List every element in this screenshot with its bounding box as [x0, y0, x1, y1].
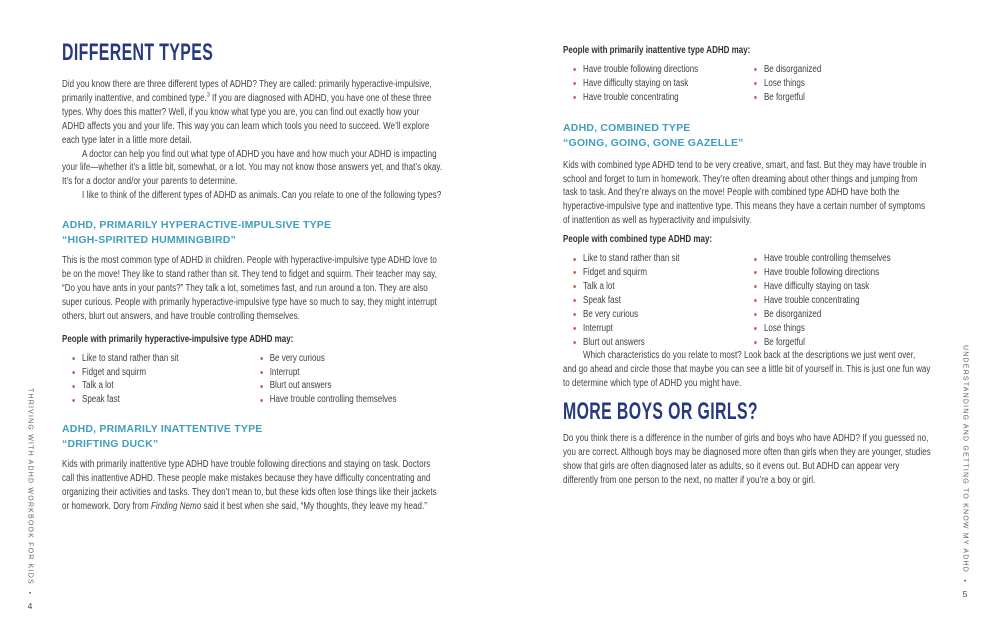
list-item	[72, 393, 260, 407]
section-heading-line1: ADHD, PRIMARILY INATTENTIVE TYPE	[62, 423, 263, 436]
list-item	[754, 322, 931, 336]
paragraph-hyperactive: This is the most common type of ADHD in children. People with hyperactive-impulsive type ADHD love to be on the move! They like to stand rather than sit. They tend to fidget and squirm. Their teacher may say, “Do you have ants in your pants?” They talk a lot, sometimes fast, and run around a ton. They are also super curious. People with primarily hyperactive-impulsive type have so much to say, they might interrupt others, blurt out answers, and have trouble controlling themselves.	[62, 255, 437, 322]
footnote-marker: 3	[206, 91, 210, 99]
list-item-label: Talk a lot	[583, 280, 615, 292]
list-item	[754, 63, 931, 77]
bullet-icon	[573, 313, 575, 316]
list-item	[573, 266, 754, 280]
list-item-label: Be disorganized	[763, 63, 822, 75]
section-heading-line1: ADHD, COMBINED TYPE	[563, 121, 691, 134]
paragraph-boys-girls: Do you think there is a difference in the number of girls and boys who have ADHD? If you guessed no, you are correct. Although boys may be diagnosed more often than girls when they are younger, studies show that girls are often diagnosed later as adults, so it evens out. But ADHD can appear very differently from one person to the next, no matter if you’re a boy or girl.	[563, 433, 931, 486]
list-item	[573, 280, 754, 294]
bullet-icon	[260, 357, 262, 360]
bullet-icon	[72, 357, 74, 360]
list-item-label: Have trouble following directions	[583, 63, 699, 75]
list-item	[754, 308, 931, 322]
bullet-list-inattentive	[563, 63, 931, 105]
running-head-separator: •	[28, 590, 32, 597]
list-item-label: Fidget and squirm	[82, 366, 147, 378]
list-item	[573, 294, 754, 308]
list-item-label: Have difficulty staying on task	[583, 77, 689, 89]
book-title-italic: Finding Nemo	[150, 500, 202, 512]
list-item-label: Have trouble controlling themselves	[763, 253, 891, 265]
bullet-list-combined	[563, 252, 931, 349]
running-head-text: THRIVING WITH ADHD WORKBOOK FOR KIDS	[26, 388, 34, 585]
running-head-left	[23, 388, 37, 611]
bullet-icon	[573, 341, 575, 344]
running-head-text: UNDERSTANDING AND GETTING TO KNOW MY ADHD	[961, 345, 969, 573]
list-item-label: Lose things	[763, 322, 805, 334]
section-heading-line2: “HIGH-SPIRITED HUMMINGBIRD”	[62, 234, 236, 247]
list-item	[72, 379, 260, 393]
paragraph-text: said it best when she said, “My thoughts, they leave my head.”	[201, 500, 427, 512]
paragraph-inattentive	[62, 458, 443, 514]
bullet-icon	[754, 313, 756, 316]
bullet-icon	[754, 271, 756, 274]
bullet-icon	[754, 82, 756, 85]
list-item-label: Talk a lot	[82, 380, 114, 392]
list-item-label: Have difficulty staying on task	[763, 280, 870, 292]
bullet-column-right	[754, 252, 931, 349]
bullet-icon	[754, 327, 756, 330]
bullet-icon	[754, 96, 756, 99]
section-heading-line1: ADHD, PRIMARILY HYPERACTIVE-IMPULSIVE TYPE	[62, 219, 332, 232]
list-item	[754, 336, 931, 350]
bullet-column-left	[62, 352, 260, 408]
list-item	[754, 77, 931, 91]
list-item-label: Be very curious	[583, 308, 639, 320]
bullet-column-right	[260, 352, 443, 408]
list-item-label: Interrupt	[269, 366, 300, 378]
list-item	[260, 366, 443, 380]
paragraph-doctor: A doctor can help you find out what type of ADHD you have and how much your ADHD is impacting your life—whether it’s a little bit, somewhat, or a lot. You may not know those answers yet, and that’s okay. It’s for a doctor and/or your parents to determine.	[62, 148, 443, 188]
bullet-icon	[754, 341, 756, 344]
bullet-icon	[72, 399, 74, 402]
bullet-icon	[573, 271, 575, 274]
bullet-icon	[754, 285, 756, 288]
list-item	[260, 393, 443, 407]
section-heading-line2: “DRIFTING DUCK”	[62, 438, 159, 451]
bullet-icon	[260, 371, 262, 374]
page-title: DIFFERENT TYPES	[62, 39, 214, 66]
bullet-icon	[754, 68, 756, 71]
bullet-icon	[573, 96, 575, 99]
bullet-list-hyperactive	[62, 352, 443, 408]
bullet-icon	[573, 258, 575, 261]
bullet-icon	[72, 371, 74, 374]
list-intro-inattentive: People with primarily inattentive type ADHD may:	[563, 45, 751, 56]
bullet-icon	[260, 399, 262, 402]
section-heading-hyperactive	[62, 218, 443, 248]
bullet-icon	[260, 385, 262, 388]
list-item	[754, 280, 931, 294]
running-head-separator: •	[963, 578, 967, 585]
bullet-column-left	[563, 63, 754, 105]
list-item-label: Have trouble following directions	[763, 266, 880, 278]
bullet-icon	[754, 258, 756, 261]
list-item-label: Blurt out answers	[269, 380, 332, 392]
list-item	[573, 336, 754, 350]
list-item-label: Be forgetful	[763, 91, 805, 103]
list-item-label: Have trouble controlling themselves	[269, 394, 397, 406]
bullet-icon	[573, 82, 575, 85]
left-page	[62, 40, 443, 514]
list-intro-hyperactive: People with primarily hyperactive-impulsive type ADHD may:	[62, 333, 294, 345]
list-item-label: Interrupt	[583, 322, 613, 334]
section-heading-inattentive	[62, 422, 443, 452]
list-item	[573, 322, 754, 336]
list-item-label: Be very curious	[269, 352, 325, 364]
list-item	[573, 91, 754, 105]
bullet-icon	[72, 385, 74, 388]
list-item	[573, 63, 754, 77]
list-item-label: Have trouble concentrating	[763, 294, 860, 306]
list-item-label: Like to stand rather than sit	[583, 253, 680, 265]
list-item	[72, 366, 260, 380]
list-item-label: Be disorganized	[763, 308, 822, 320]
page-number-right: 5	[962, 588, 968, 599]
right-page	[563, 44, 931, 488]
paragraph-intro	[62, 78, 443, 148]
section-title-boys-girls: MORE BOYS OR GIRLS?	[563, 398, 758, 426]
list-item-label: Fidget and squirm	[583, 266, 648, 278]
list-item-label: Like to stand rather than sit	[82, 352, 179, 364]
list-item	[260, 352, 443, 366]
list-item	[573, 252, 754, 266]
list-item-label: Lose things	[763, 77, 805, 89]
bullet-icon	[754, 299, 756, 302]
list-item	[754, 266, 931, 280]
list-item-label: Blurt out answers	[583, 336, 645, 348]
paragraph-text: Kids with primarily inattentive type ADHD have trouble following directions and staying on task. Doctors call this inattentive ADHD. These people make mistakes because they have difficulty concentrating and organizing their activities and tasks. They don’t mean to, but these kids often lose things like their jackets or homework. Dory from	[62, 459, 437, 512]
list-item	[754, 91, 931, 105]
list-item-label: Have trouble concentrating	[583, 91, 679, 103]
list-item-label: Speak fast	[82, 394, 120, 406]
list-intro-combined: People with combined type ADHD may:	[563, 234, 713, 246]
list-item	[260, 379, 443, 393]
list-item	[573, 77, 754, 91]
paragraph-which: Which characteristics do you relate to most? Look back at the descriptions we just went over, and go ahead and circle those that maybe you can see a little bit of yourself in. This is just one fun way to determine which type of ADHD you might have.	[563, 350, 931, 390]
list-item	[72, 352, 260, 366]
bullet-icon	[573, 327, 575, 330]
bullet-icon	[573, 68, 575, 71]
list-item-label: Be forgetful	[763, 336, 805, 348]
section-heading-line2: “GOING, GOING, GONE GAZELLE”	[563, 136, 744, 149]
paragraph-animals: I like to think of the different types of ADHD as animals. Can you relate to one of the following types?	[82, 190, 442, 202]
bullet-column-left	[563, 252, 754, 349]
bullet-icon	[573, 299, 575, 302]
page-number-left: 4	[27, 600, 33, 611]
paragraph-text: If you are diagnosed with ADHD, you have one of these three types. Why does this matter? Well, if you know what type you are, you can find out exactly how your ADHD affects you and your life. This way you can learn which tools you need to succeed. We’ll explore each type later in a little more detail.	[62, 92, 432, 146]
section-heading-combined	[563, 121, 931, 151]
list-item	[754, 252, 931, 266]
bullet-column-right	[754, 63, 931, 105]
bullet-icon	[573, 285, 575, 288]
running-head-right	[958, 345, 972, 599]
list-item	[754, 294, 931, 308]
list-item	[573, 308, 754, 322]
paragraph-combined: Kids with combined type ADHD tend to be very creative, smart, and fast. But they may have trouble in school and forget to turn in homework. They’re often dreaming about other things and jumping from task to task. And they’re always on the move! People with combined type ADHD have both the hyperactive-impulsive type and inattentive type. This means they have a certain number of symptoms of inattention as well as hyperactivity and impulsivity.	[563, 159, 927, 227]
list-item-label: Speak fast	[583, 294, 621, 306]
paragraph-text: Did you know there are three different types of ADHD? They are called: primarily hyperactive-impulsive, primarily inattentive, and combined type.	[62, 79, 432, 104]
